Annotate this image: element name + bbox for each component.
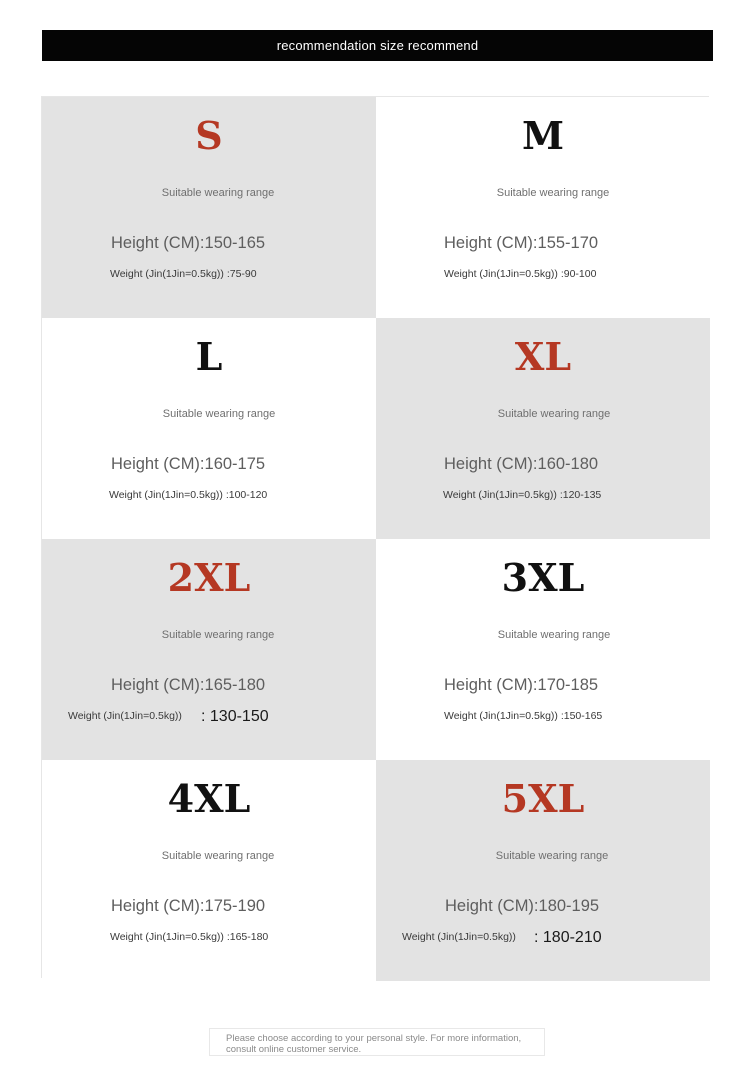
range-label: Suitable wearing range: [161, 850, 275, 862]
height-range: Height (CM):175-190: [111, 897, 266, 915]
size-label: 4XL: [167, 776, 251, 821]
range-label: Suitable wearing range: [161, 629, 275, 641]
size-card-3xl: [376, 539, 710, 760]
range-label: Suitable wearing range: [162, 408, 276, 420]
height-range: Height (CM):180-195: [445, 897, 600, 915]
size-card-xl: [376, 318, 710, 539]
range-label: Suitable wearing range: [495, 850, 609, 862]
height-range: Height (CM):155-170: [444, 234, 599, 252]
size-label: 5XL: [501, 776, 585, 821]
range-label: Suitable wearing range: [496, 187, 610, 199]
size-card-4xl: [42, 760, 376, 981]
header-title: recommendation size recommend: [276, 38, 479, 53]
weight-range: Weight (Jin(1Jin=0.5kg)) :90-100: [444, 268, 597, 280]
size-label: M: [521, 113, 565, 158]
size-label: L: [195, 334, 223, 379]
height-range: Height (CM):160-180: [444, 455, 599, 473]
height-range: Height (CM):165-180: [111, 676, 266, 694]
size-chart-grid: [41, 96, 709, 978]
weight-range: Weight (Jin(1Jin=0.5kg)) :150-165: [444, 710, 603, 722]
weight-range: Weight (Jin(1Jin=0.5kg)) :75-90: [110, 268, 257, 280]
weight-range: Weight (Jin(1Jin=0.5kg)) :100-120: [109, 489, 268, 501]
size-label: XL: [514, 334, 572, 379]
range-label: Suitable wearing range: [161, 187, 275, 199]
height-range: Height (CM):170-185: [444, 676, 599, 694]
footer-note: [209, 1028, 545, 1056]
weight-value: : 130-150: [201, 708, 269, 725]
size-label: S: [195, 113, 223, 158]
height-range: Height (CM):160-175: [111, 455, 266, 473]
size-label: 2XL: [167, 555, 251, 600]
weight-range: Weight (Jin(1Jin=0.5kg)) :165-180: [110, 931, 269, 943]
range-label: Suitable wearing range: [497, 408, 611, 420]
weight-label: Weight (Jin(1Jin=0.5kg)): [402, 931, 516, 943]
footer-line-2: consult online customer service.: [226, 1044, 362, 1055]
size-card-5xl: [376, 760, 710, 981]
size-card-s: [42, 97, 376, 318]
height-range: Height (CM):150-165: [111, 234, 266, 252]
size-card-m: [376, 97, 710, 318]
weight-range: Weight (Jin(1Jin=0.5kg)) :120-135: [443, 489, 602, 501]
size-card-l: [42, 318, 376, 539]
weight-label: Weight (Jin(1Jin=0.5kg)): [68, 710, 182, 722]
size-label: 3XL: [501, 555, 585, 600]
size-card-2xl: [42, 539, 376, 760]
header-bar: [42, 30, 713, 61]
weight-value: : 180-210: [534, 929, 602, 946]
range-label: Suitable wearing range: [497, 629, 611, 641]
footer-line-1: Please choose according to your personal style. For more information,: [226, 1033, 522, 1044]
